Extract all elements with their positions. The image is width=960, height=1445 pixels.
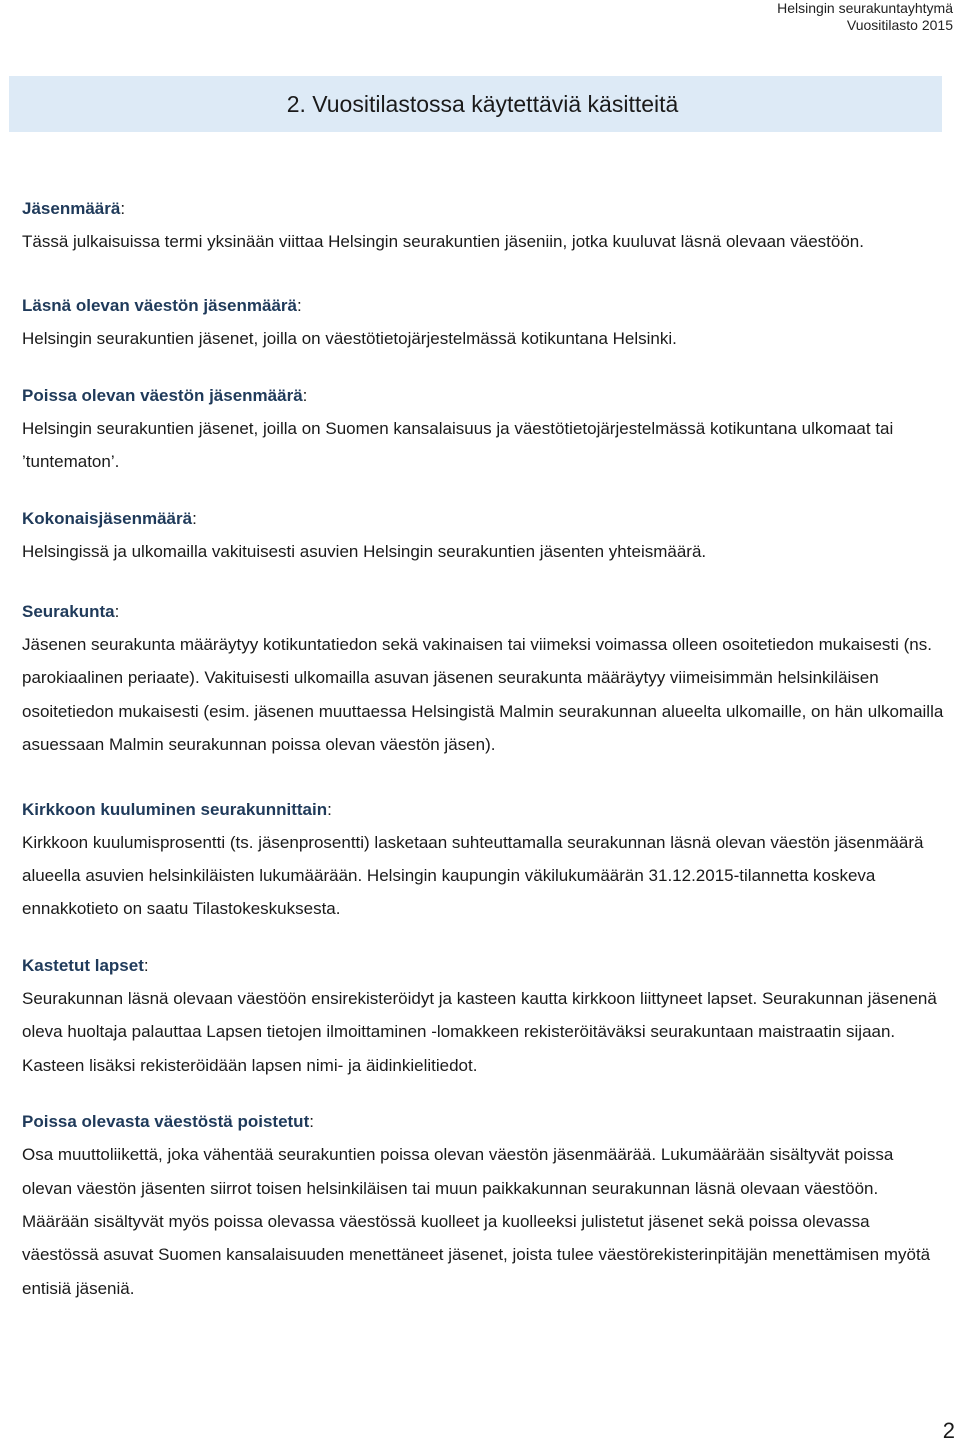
- term-label: Kastetut lapset: [22, 955, 144, 975]
- chapter-title: 2. Vuositilastossa käytettäviä käsitteitä: [286, 90, 679, 117]
- page-header: [777, 0, 953, 34]
- header-org: Helsingin seurakuntayhtymä: [777, 0, 953, 16]
- definition-kastetut-lapset: Kastetut lapset: Seurakunnan läsnä olevaan väestöön ensirekisteröidyt ja kasteen kautta kirkkoon liittyneet lapset. Seurakunnan jäsenenä oleva huoltaja palauttaa Lapsen tietojen ilmoittaminen -lomakkeen rekisteröitäväksi seurakuntaan maistraatin sijaan. Kasteen lisäksi rekisteröidään lapsen nimi- ja äidinkielitiedot.: [22, 949, 947, 1082]
- definition-seurakunta: Seurakunta: Jäsenen seurakunta määräytyy kotikuntatiedon sekä vakinaisen tai viimeksi voimassa olleen osoitetiedon mukaisesti (ns. parokiaalinen periaate). Vakituisesti ulkomailla asuvan jäsenen seurakunta määräytyy viimeisimmän helsinkiläisen osoitetiedon mukaisesti (esim. jäsenen muuttaessa Helsingistä Malmin seurakunnan alueelta ulkomaille, on hän ulkomailla asuessaan Malmin seurakunnan poissa olevan väestön jäsen).: [22, 595, 947, 762]
- header-report: Vuositilasto 2015: [846, 17, 953, 33]
- definition-text: Helsingin seurakuntien jäsenet, joilla on väestötietojärjestelmässä kotikuntana Helsinki.: [22, 329, 677, 349]
- definition-text: Tässä julkaisuissa termi yksinään viittaa Helsingin seurakuntien jäseniin, jotka kuuluvat läsnä olevaan väestöön.: [22, 232, 864, 251]
- term-label: Seurakunta: [22, 602, 115, 622]
- definition-text: Osa muuttoliikettä, joka vähentää seurakuntien poissa olevan väestön jäsenmäärää. Lukumäärään sisältyvät poissa olevan väestön jäsenten siirrot toisen helsinkiläisen tai muun paikkakunnan seurakunnan läsnä olevaan väestöön. Määrään sisältyvät myös poissa olevassa väestössä kuolleet ja kuolleeksi julistetut jäsenet sekä poissa olevassa väestössä asuvat Suomen kansalaisuuden menettäneet jäsenet, joista tulee väestörekisterinpitäjän menettämisen myötä entisiä jäseniä.: [22, 1145, 931, 1298]
- term-label: Jäsenmäärä: [22, 199, 121, 218]
- definition-text: Kirkkoon kuulumisprosentti (ts. jäsenprosentti) lasketaan suhteuttamalla seurakunnan läsnä olevan väestön jäsenmäärä alueella asuvien helsinkiläisten lukumäärään. Helsingin kaupungin väkilukumäärän 31.12.2015-tilannetta koskeva ennakkotieto on saatu Tilastokeskuksesta.: [22, 832, 924, 919]
- definition-jasenmaara: Jäsenmäärä: Tässä julkaisuissa termi yksinään viittaa Helsingin seurakuntien jäseniin, jotka kuuluvat läsnä olevaan väestöön.: [22, 192, 947, 258]
- definition-text: Helsingissä ja ulkomailla vakituisesti asuvien Helsingin seurakuntien jäsenten yhteismäärä.: [22, 541, 707, 561]
- term-label: Poissa olevan väestön jäsenmäärä: [22, 385, 303, 405]
- page-number: 2: [942, 1418, 955, 1443]
- term-label: Kirkkoon kuuluminen seurakunnittain: [22, 799, 328, 819]
- chapter-title-band: [9, 76, 942, 132]
- definition-text: Helsingin seurakuntien jäsenet, joilla on Suomen kansalaisuus ja väestötietojärjestelmässä kotikuntana ulkomaat tai ’tuntematon’.: [22, 418, 894, 472]
- definitions-list: [22, 192, 947, 1305]
- definition-text: Jäsenen seurakunta määräytyy kotikuntatiedon sekä vakinaisen tai viimeksi voimassa olleen osoitetiedon mukaisesti (ns. parokiaalinen periaate). Vakituisesti ulkomailla asuvan jäsenen seurakunta määräytyy viimeisimmän helsinkiläisen osoitetiedon mukaisesti (esim. jäsenen muuttaessa Helsingistä Malmin seurakunnan alueelta ulkomaille, on hän ulkomailla asuessaan Malmin seurakunnan poissa olevan väestön jäsen).: [22, 635, 944, 755]
- definition-kokonaisjasenmaara: Kokonaisjäsenmäärä: Helsingissä ja ulkomailla vakituisesti asuvien Helsingin seurakuntien jäsenten yhteismäärä.: [22, 502, 947, 568]
- term-label: Kokonaisjäsenmäärä: [22, 508, 193, 528]
- term-label: Poissa olevasta väestöstä poistetut: [22, 1112, 310, 1132]
- definition-lasna-olevan: Läsnä olevan väestön jäsenmäärä: Helsingin seurakuntien jäsenet, joilla on väestötietojärjestelmässä kotikuntana Helsinki.: [22, 289, 947, 355]
- term-label: Läsnä olevan väestön jäsenmäärä: [22, 296, 297, 316]
- definition-poissa-olevan: Poissa olevan väestön jäsenmäärä: Helsingin seurakuntien jäsenet, joilla on Suomen kansalaisuus ja väestötietojärjestelmässä kotikuntana ulkomaat tai ’tuntematon’.: [22, 379, 947, 479]
- definition-poissa-olevasta-poistetut: Poissa olevasta väestöstä poistetut: Osa muuttoliikettä, joka vähentää seurakuntien poissa olevan väestön jäsenmäärää. Lukumäärään sisältyvät poissa olevan väestön jäsenten siirrot toisen helsinkiläisen tai muun paikkakunnan seurakunnan läsnä olevaan väestöön. Määrään sisältyvät myös poissa olevassa väestössä kuolleet ja kuolleeksi julistetut jäsenet sekä poissa olevassa väestössä asuvat Suomen kansalaisuuden menettäneet jäsenet, joista tulee väestörekisterinpitäjän menettämisen myötä entisiä jäseniä.: [22, 1105, 947, 1305]
- definition-kirkkoon-kuuluminen: Kirkkoon kuuluminen seurakunnittain: Kirkkoon kuulumisprosentti (ts. jäsenprosentti) lasketaan suhteuttamalla seurakunnan läsnä olevan väestön jäsenmäärä alueella asuvien helsinkiläisten lukumäärään. Helsingin kaupungin väkilukumäärän 31.12.2015-tilannetta koskeva ennakkotieto on saatu Tilastokeskuksesta.: [22, 793, 947, 926]
- definition-text: Seurakunnan läsnä olevaan väestöön ensirekisteröidyt ja kasteen kautta kirkkoon liittyneet lapset. Seurakunnan jäsenenä oleva huoltaja palauttaa Lapsen tietojen ilmoittaminen -lomakkeen rekisteröitäväksi seurakuntaan maistraatin sijaan. Kasteen lisäksi rekisteröidään lapsen nimi- ja äidinkielitiedot.: [22, 988, 937, 1075]
